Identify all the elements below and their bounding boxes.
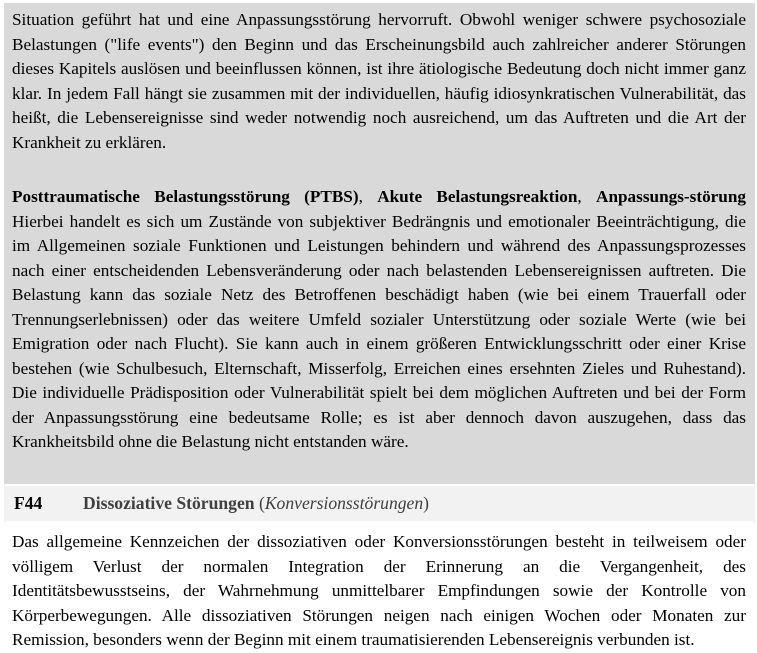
- ptbs-paragraph-body: Hierbei handelt es sich um Zustände von subjektiver Bedrängnis und emotionaler Beeinträchtigung, die im Allgemeinen soziale Funktionen und Leistungen behindern und während des Anpassungsprozesses nach einer entscheidenden Lebensveränderung oder nach belastenden Lebensereignissen auftreten. Die Belastung kann das soziale Netz des Betroffenen beschädigt haben (wie bei einem Trauerfall oder Trennungserlebnissen) oder das weitere Umfeld sozialer Unterstützung oder soziale Werte (wie bei Emigration oder nach Flucht). Sie kann auch in einem größeren Entwicklungsschritt oder einer Krise bestehen (wie Schulbesuch, Elternschaft, Misserfolg, Erreichen eines ersehnten Zieles und Ruhestand). Die individuelle Prädisposition oder Vulnerabilität spielt bei dem möglichen Auftreten und bei der Form der Anpassungsstörung eine bedeutsame Rolle; es ist aber dennoch davon auszugehen, dass das Krankheitsbild ohne die Belastung nicht entstanden wäre.: [12, 211, 746, 451]
- section-title: [83, 486, 429, 521]
- heading-anpassungsstoerung: Anpassungs-störung: [596, 187, 747, 206]
- intro-paragraph: Situation geführt hat und eine Anpassungsstörung hervorruft. Obwohl weniger schwere psychosoziale Belastungen ("life events") den Beginn und das Erscheinungsbild auch zahlreicher anderer Störungen dieses Kapitels auslösen und beeinflussen können, ist ihre ätiologische Bedeutung doch nicht immer ganz klar. In jedem Fall hängt sie zusammen mit der individuellen, häufig idiosynkratischen Vulnerabilität, das heißt, die Lebensereignisse sind weder notwendig noch ausreichend, um das Auftreten und die Art der Krankheit zu erklären.: [12, 10, 746, 152]
- ptbs-paragraph: [12, 185, 746, 455]
- section-title-main: Dissoziative Störungen: [83, 493, 255, 513]
- heading-akute-belastungsreaktion: Akute Belastungsreaktion: [377, 187, 578, 206]
- f44-description-paragraph: Das allgemeine Kennzeichen der dissoziativen oder Konversionsstörungen besteht in teilweisem oder völligem Verlust der normalen Integration der Erinnerung an die Vergangenheit, des Identitätsbewusstseins, der Wahrnehmung unmittelbarer Empfindungen sowie der Kontrolle von Körperbewegungen. Alle dissoziativen Störungen neigen nach einigen Wochen oder Monaten zur Remission, besonders wenn der Beginn mit einem traumatisierenden Lebensereignis verbunden ist.: [12, 532, 746, 649]
- section-title-open-paren: (: [254, 493, 265, 513]
- section-header-f44: [4, 486, 755, 521]
- section-title-close-paren: ): [423, 493, 430, 513]
- section-subtitle: Konversionsstörungen: [264, 493, 424, 513]
- heading-ptbs: Posttraumatische Belastungsstörung (PTBS): [12, 187, 359, 206]
- heading-separator-2: ,: [577, 187, 597, 206]
- document-page: [4, 3, 755, 649]
- heading-separator-1: ,: [358, 187, 378, 206]
- section-code: F44: [14, 493, 43, 513]
